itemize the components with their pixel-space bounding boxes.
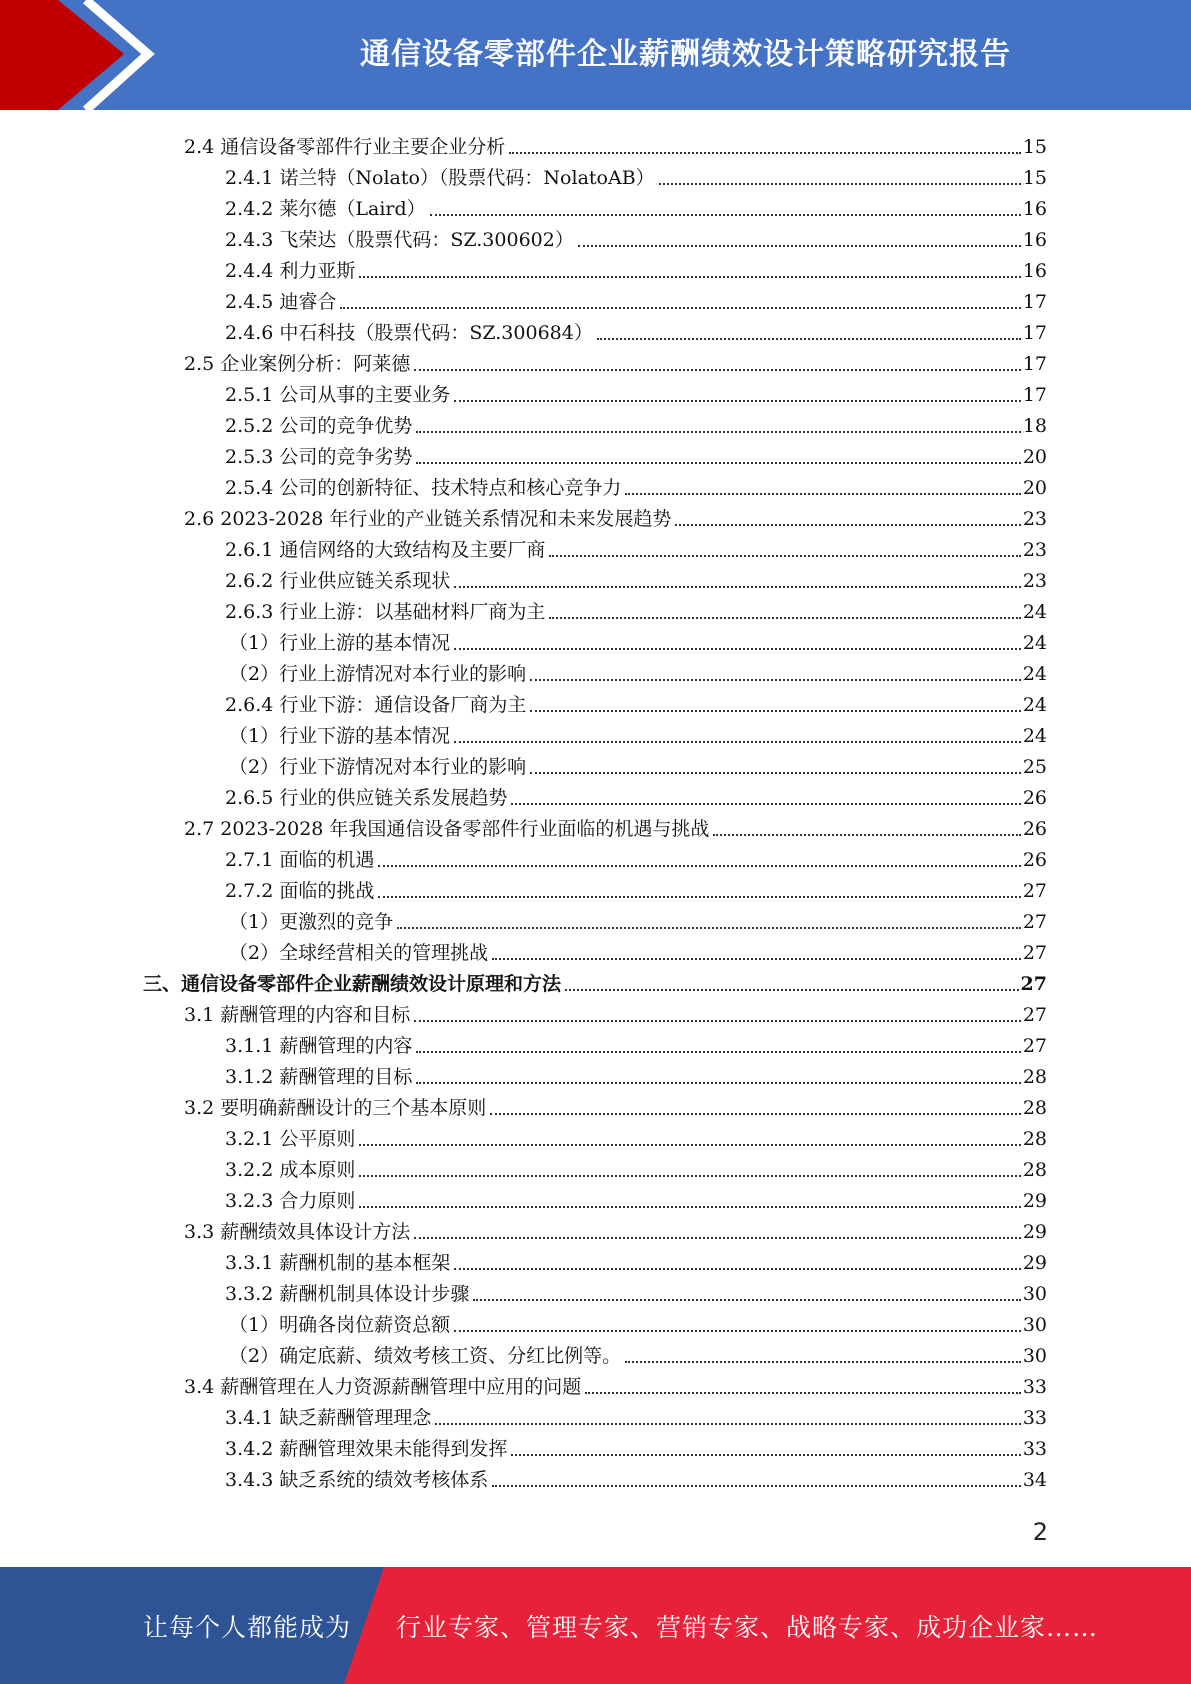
toc-entry-page: 28 [1022, 1097, 1047, 1119]
toc-entry[interactable] [225, 252, 1047, 283]
toc-dot-leader [435, 1423, 1020, 1425]
toc-entry-title: （1）更激烈的竞争 [229, 911, 394, 933]
toc-dot-leader [416, 431, 1020, 433]
toc-entry-page: 30 [1022, 1314, 1047, 1336]
toc-entry-title: 2.5.2 公司的竞争优势 [225, 415, 413, 437]
toc-entry-title: 3.1.1 薪酬管理的内容 [225, 1035, 413, 1057]
toc-dot-leader [414, 1237, 1021, 1239]
toc-entry-title: 2.4.1 诺兰特（Nolato）（股票代码：NolatoAB） [225, 167, 655, 189]
toc-entry-page: 17 [1022, 384, 1047, 406]
toc-entry[interactable] [225, 376, 1047, 407]
toc-entry-page: 33 [1022, 1407, 1047, 1429]
toc-dot-leader [414, 369, 1021, 371]
toc-entry[interactable] [225, 562, 1047, 593]
toc-entry[interactable] [225, 686, 1047, 717]
toc-entry-title: 2.4.3 飞荣达（股票代码：SZ.300602） [225, 229, 574, 251]
toc-entry-page: 20 [1022, 477, 1047, 499]
toc-entry[interactable] [229, 1306, 1047, 1337]
toc-dot-leader [549, 617, 1020, 619]
toc-entry-page: 30 [1022, 1283, 1047, 1305]
toc-dot-leader [565, 989, 1019, 991]
toc-entry-title: （1）明确各岗位薪资总额 [229, 1314, 451, 1336]
toc-entry-page: 15 [1022, 136, 1047, 158]
toc-dot-leader [359, 1144, 1020, 1146]
toc-entry[interactable] [225, 1461, 1047, 1492]
toc-entry-title: 2.5.4 公司的创新特征、技术特点和核心竞争力 [225, 477, 622, 499]
toc-entry-page: 16 [1022, 229, 1047, 251]
toc-entry[interactable] [225, 1244, 1047, 1275]
toc-entry[interactable] [184, 345, 1047, 376]
toc-entry-page: 29 [1022, 1190, 1047, 1212]
toc-dot-leader [625, 1361, 1021, 1363]
toc-entry-page: 28 [1022, 1159, 1047, 1181]
toc-entry-page: 17 [1022, 291, 1047, 313]
toc-entry-page: 28 [1022, 1066, 1047, 1088]
toc-entry[interactable] [225, 1275, 1047, 1306]
toc-entry-title: 2.4.4 利力亚斯 [225, 260, 356, 282]
toc-entry-page: 17 [1022, 353, 1047, 375]
toc-entry-title: 3.2.1 公平原则 [225, 1128, 356, 1150]
toc-entry-page: 33 [1022, 1438, 1047, 1460]
toc-entry[interactable] [225, 190, 1047, 221]
toc-entry-page: 29 [1022, 1252, 1047, 1274]
toc-entry[interactable] [229, 903, 1047, 934]
toc-entry-title: 3.4.1 缺乏薪酬管理理念 [225, 1407, 432, 1429]
toc-entry-page: 33 [1022, 1376, 1047, 1398]
toc-dot-leader [397, 927, 1021, 929]
page-number: 2 [1032, 1518, 1048, 1546]
toc-dot-leader [625, 493, 1020, 495]
toc-entry-title: 3.4 薪酬管理在人力资源薪酬管理中应用的问题 [184, 1376, 582, 1398]
toc-dot-leader [454, 586, 1020, 588]
toc-entry-title: （2）行业下游情况对本行业的影响 [229, 756, 527, 778]
toc-entry[interactable] [229, 624, 1047, 655]
toc-entry[interactable] [229, 655, 1047, 686]
toc-entry-title: 三、通信设备零部件企业薪酬绩效设计原理和方法 [143, 973, 562, 995]
toc-entry[interactable] [225, 1058, 1047, 1089]
toc-entry-title: 2.5.1 公司从事的主要业务 [225, 384, 451, 406]
toc-entry[interactable] [225, 593, 1047, 624]
toc-entry[interactable] [143, 965, 1047, 996]
toc-entry[interactable] [225, 407, 1047, 438]
toc-entry-title: 2.4 通信设备零部件行业主要企业分析 [184, 136, 506, 158]
toc-entry-title: 3.2 要明确薪酬设计的三个基本原则 [184, 1097, 487, 1119]
toc-entry-page: 27 [1022, 942, 1047, 964]
toc-entry[interactable] [225, 872, 1047, 903]
toc-entry-title: 2.4.2 莱尔德（Laird） [225, 198, 426, 220]
toc-entry[interactable] [225, 779, 1047, 810]
toc-entry-title: （2）全球经营相关的管理挑战 [229, 942, 489, 964]
toc-dot-leader [675, 524, 1020, 526]
toc-entry-page: 17 [1022, 322, 1047, 344]
toc-entry-page: 24 [1022, 725, 1047, 747]
toc-entry-title: 2.4.6 中石科技（股票代码：SZ.300684） [225, 322, 593, 344]
toc-entry-title: 2.7.1 面临的机遇 [225, 849, 375, 871]
toc-entry-title: 2.6.4 行业下游：通信设备厂商为主 [225, 694, 527, 716]
footer-slogan-right: 行业专家、管理专家、营销专家、战略专家、成功企业家…… [396, 1612, 1099, 1642]
toc-entry-page: 23 [1022, 570, 1047, 592]
toc-entry-title: 2.5 企业案例分析：阿莱德 [184, 353, 411, 375]
toc-dot-leader [454, 741, 1021, 743]
toc-entry-title: 3.4.3 缺乏系统的绩效考核体系 [225, 1469, 489, 1491]
toc-entry-page: 28 [1022, 1128, 1047, 1150]
toc-dot-leader [378, 865, 1020, 867]
toc-dot-leader [454, 1268, 1020, 1270]
toc-entry-page: 15 [1022, 167, 1047, 189]
toc-dot-leader [359, 1175, 1020, 1177]
toc-entry[interactable] [225, 221, 1047, 252]
toc-entry-title: 3.4.2 薪酬管理效果未能得到发挥 [225, 1438, 508, 1460]
toc-entry-page: 24 [1022, 601, 1047, 623]
toc-entry-title: 2.6.3 行业上游：以基础材料厂商为主 [225, 601, 546, 623]
toc-dot-leader [549, 555, 1020, 557]
toc-dot-leader [340, 307, 1020, 309]
toc-entry-page: 27 [1022, 911, 1047, 933]
toc-entry-page: 27 [1022, 1035, 1047, 1057]
toc-dot-leader [713, 834, 1020, 836]
toc-dot-leader [509, 152, 1021, 154]
toc-dot-leader [530, 710, 1020, 712]
toc-dot-leader [530, 772, 1021, 774]
toc-entry[interactable] [225, 841, 1047, 872]
toc-dot-leader [416, 462, 1020, 464]
toc-entry-page: 23 [1022, 508, 1047, 530]
toc-entry-title: 2.6.1 通信网络的大致结构及主要厂商 [225, 539, 546, 561]
toc-entry[interactable] [225, 1151, 1047, 1182]
toc-dot-leader [416, 1082, 1020, 1084]
toc-entry-page: 16 [1022, 198, 1047, 220]
toc-entry-title: 2.6.5 行业的供应链关系发展趋势 [225, 787, 508, 809]
toc-entry-page: 24 [1022, 632, 1047, 654]
toc-entry[interactable] [225, 283, 1047, 314]
toc-entry-page: 26 [1022, 849, 1047, 871]
toc-dot-leader [492, 1485, 1020, 1487]
toc-entry-page: 27 [1022, 1004, 1047, 1026]
toc-entry[interactable] [229, 748, 1047, 779]
toc-entry-title: （2）行业上游情况对本行业的影响 [229, 663, 527, 685]
toc-entry[interactable] [225, 159, 1047, 190]
toc-entry-page: 25 [1022, 756, 1047, 778]
toc-dot-leader [473, 1299, 1020, 1301]
toc-entry[interactable] [184, 1368, 1047, 1399]
toc-dot-leader [511, 1454, 1020, 1456]
toc-entry-page: 20 [1022, 446, 1047, 468]
toc-dot-leader [597, 338, 1021, 340]
toc-entry[interactable] [225, 531, 1047, 562]
toc-entry-title: （1）行业上游的基本情况 [229, 632, 451, 654]
toc-entry-title: 2.7.2 面临的挑战 [225, 880, 375, 902]
toc-dot-leader [416, 1051, 1020, 1053]
toc-dot-leader [414, 1020, 1021, 1022]
toc-entry-title: 3.2.2 成本原则 [225, 1159, 356, 1181]
toc-entry-title: 3.2.3 合力原则 [225, 1190, 356, 1212]
toc-entry-page: 18 [1022, 415, 1047, 437]
toc-dot-leader [359, 1206, 1020, 1208]
report-title: 通信设备零部件企业薪酬绩效设计策略研究报告 [360, 37, 1011, 72]
toc-dot-leader [490, 1113, 1021, 1115]
toc-dot-leader [454, 648, 1021, 650]
toc-entry-title: 2.7 2023-2028 年我国通信设备零部件行业面临的机遇与挑战 [184, 818, 710, 840]
toc-dot-leader [492, 958, 1021, 960]
toc-dot-leader [454, 1330, 1021, 1332]
toc-entry-page: 24 [1022, 663, 1047, 685]
toc-dot-leader [585, 1392, 1021, 1394]
toc-entry-page: 27 [1022, 880, 1047, 902]
footer-slogan-left: 让每个人都能成为 [143, 1612, 352, 1642]
toc-entry-title: 2.4.5 迪睿合 [225, 291, 337, 313]
toc-dot-leader [511, 803, 1020, 805]
toc-entry[interactable] [225, 1182, 1047, 1213]
toc-dot-leader [430, 214, 1021, 216]
toc-entry[interactable] [225, 1120, 1047, 1151]
toc-entry-page: 29 [1022, 1221, 1047, 1243]
toc-entry-page: 30 [1022, 1345, 1047, 1367]
toc-entry-title: 2.6.2 行业供应链关系现状 [225, 570, 451, 592]
toc-dot-leader [659, 183, 1021, 185]
toc-entry[interactable] [184, 1213, 1047, 1244]
toc-entry-page: 27 [1020, 973, 1047, 995]
toc-entry-title: （2）确定底薪、绩效考核工资、分红比例等。 [229, 1345, 622, 1367]
toc-dot-leader [530, 679, 1021, 681]
toc-dot-leader [454, 400, 1020, 402]
toc-entry-page: 24 [1022, 694, 1047, 716]
toc-entry[interactable] [184, 1089, 1047, 1120]
toc-entry-title: 3.3.1 薪酬机制的基本框架 [225, 1252, 451, 1274]
page-footer [0, 1567, 1191, 1684]
toc-entry-title: 3.3.2 薪酬机制具体设计步骤 [225, 1283, 470, 1305]
toc-dot-leader [378, 896, 1020, 898]
toc-entry[interactable] [229, 1337, 1047, 1368]
toc-entry[interactable] [229, 934, 1047, 965]
toc-entry-page: 26 [1022, 818, 1047, 840]
toc-entry[interactable] [225, 1027, 1047, 1058]
toc-entry[interactable] [225, 314, 1047, 345]
toc-entry-title: （1）行业下游的基本情况 [229, 725, 451, 747]
toc-entry[interactable] [229, 717, 1047, 748]
toc-entry-page: 34 [1022, 1469, 1047, 1491]
toc-entry[interactable] [225, 469, 1047, 500]
page-header [0, 0, 1191, 110]
toc-entry-title: 2.5.3 公司的竞争劣势 [225, 446, 413, 468]
toc-entry-page: 16 [1022, 260, 1047, 282]
toc-entry-page: 26 [1022, 787, 1047, 809]
toc-dot-leader [359, 276, 1020, 278]
toc-entry[interactable] [225, 1399, 1047, 1430]
toc-entry[interactable] [225, 438, 1047, 469]
toc-entry-title: 3.3 薪酬绩效具体设计方法 [184, 1221, 411, 1243]
toc-entry[interactable] [184, 810, 1047, 841]
toc-dot-leader [578, 245, 1021, 247]
toc-entry-page: 23 [1022, 539, 1047, 561]
toc-entry[interactable] [184, 500, 1047, 531]
toc-entry-title: 2.6 2023-2028 年行业的产业链关系情况和未来发展趋势 [184, 508, 672, 530]
toc-entry[interactable] [225, 1430, 1047, 1461]
toc-entry-title: 3.1.2 薪酬管理的目标 [225, 1066, 413, 1088]
toc-entry[interactable] [184, 128, 1047, 159]
toc-entry[interactable] [184, 996, 1047, 1027]
toc-entry-title: 3.1 薪酬管理的内容和目标 [184, 1004, 411, 1026]
